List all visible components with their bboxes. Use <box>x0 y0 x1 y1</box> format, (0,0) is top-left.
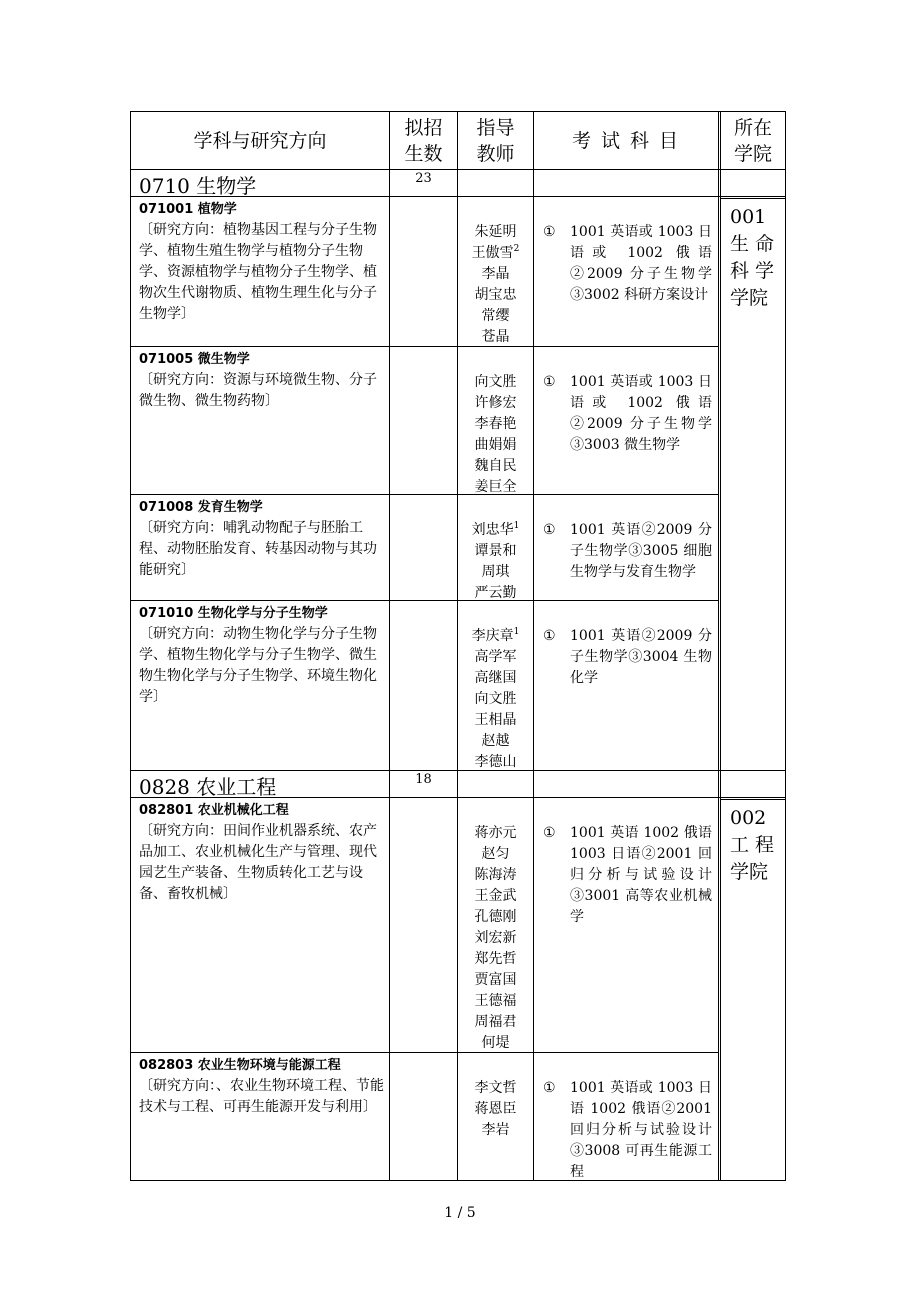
exam-subjects: 1001 英语或 1003 日语或 1002 俄语②2009 分子生物学③3003 微生物学 <box>570 374 712 453</box>
tutor-name: 蒋恩臣 <box>474 1101 517 1117</box>
tutor-list <box>458 1053 533 1180</box>
tutor-name: 郑先哲 <box>474 951 517 967</box>
page-number: 1 / 5 <box>444 1205 476 1221</box>
tutor-name: 蒋亦元 <box>474 825 517 841</box>
exam-number: ① <box>543 374 556 390</box>
tutor-name: 刘忠华$^1$ <box>471 521 520 538</box>
tutor-name: 胡宝忠 <box>474 287 517 303</box>
exam-number: ① <box>543 1080 556 1096</box>
tutor-name: 李晶 <box>481 266 510 282</box>
tutor-list <box>458 601 533 770</box>
major-cell <box>131 495 389 600</box>
major-cell <box>131 347 389 494</box>
section-quota: 18 <box>415 772 432 787</box>
exam-number: ① <box>543 522 556 538</box>
exam-subjects: 1001 英语②2009 分子生物学③3005 细胞生物学与发育生物学 <box>570 522 712 580</box>
tutor-name: 孔德刚 <box>474 909 517 925</box>
header-tutor-line1: 指导 <box>476 116 515 139</box>
section-title: 0710 生物学 <box>139 174 257 198</box>
major-direction: 〔研究方向：植物基因工程与分子生物学、植物生殖生物学与植物分子生物学、资源植物学与植物分子生物学、植物次生代谢物质、植物生理生化与分子生物学〕 <box>139 222 377 322</box>
tutor-name: 王金武 <box>474 888 517 904</box>
major-name: 082801 农业机械化工程 <box>139 803 289 818</box>
tutor-name: 高继国 <box>474 670 517 686</box>
major-direction: 〔研究方向：田间作业机器系统、农产品加工、农业机械化生产与管理、现代园艺生产装备、生物质转化工艺与设备、畜牧机械〕 <box>139 823 377 902</box>
tutor-name: 李德山 <box>474 754 517 770</box>
college-name-line: 学院 <box>730 287 769 309</box>
exam-number: ① <box>543 628 556 644</box>
exam-subjects: 1001 英语或 1003 日语或 1002 俄语②2009 分子生物学③3002 科研方案设计 <box>570 224 712 303</box>
tutor-name: 姜巨全 <box>474 479 517 495</box>
section-quota: 23 <box>415 171 432 186</box>
exam-number: ① <box>543 825 556 841</box>
tutor-name: 高学军 <box>474 649 517 665</box>
tutor-name: 周福君 <box>474 1014 517 1030</box>
exam-subjects: 1001 英语 1002 俄语 1003 日语②2001 回归分析与试验设计③3001 高等农业机械学 <box>570 825 712 925</box>
tutor-list <box>458 197 533 346</box>
exam-cell <box>534 347 718 494</box>
tutor-name: 李庆章$^1$ <box>471 627 520 644</box>
tutor-name: 向文胜 <box>474 374 517 390</box>
header-exam <box>534 112 718 169</box>
tutor-name: 向文胜 <box>474 691 517 707</box>
header-quota-line2: 生数 <box>404 142 443 165</box>
header-quota-line1: 拟招 <box>404 116 443 139</box>
exam-subjects: 1001 英语②2009 分子生物学③3004 生物化学 <box>570 628 712 686</box>
tutor-name: 朱延明 <box>474 224 517 240</box>
tutor-name: 赵越 <box>481 733 510 749</box>
major-name: 071010 生物化学与分子生物学 <box>139 606 328 621</box>
tutor-name: 王傲雪$^2$ <box>471 244 520 261</box>
college-name-line: 工 程 <box>730 834 775 856</box>
tutor-name: 王德福 <box>474 993 517 1009</box>
major-name: 071005 微生物学 <box>139 352 250 367</box>
tutor-name: 赵匀 <box>481 846 510 862</box>
exam-cell <box>534 1053 718 1180</box>
exam-cell <box>534 197 718 346</box>
major-name: 071001 植物学 <box>139 202 237 217</box>
major-direction: 〔研究方向：、农业生物环境工程、节能技术与工程、可再生能源开发与利用〕 <box>139 1078 384 1115</box>
tutor-list <box>458 495 533 600</box>
admissions-table <box>130 111 786 1181</box>
tutor-name: 李岩 <box>481 1122 510 1138</box>
major-direction: 〔研究方向：资源与环境微生物、分子微生物、微生物药物〕 <box>139 372 377 409</box>
major-cell <box>131 798 389 1052</box>
tutor-name: 苍晶 <box>481 329 510 345</box>
tutor-name: 陈海涛 <box>474 867 517 883</box>
tutor-name: 许修宏 <box>474 395 517 411</box>
column-divider <box>389 111 390 1181</box>
exam-number: ① <box>543 224 556 240</box>
section-title: 0828 农业工程 <box>139 775 277 799</box>
exam-cell <box>534 495 718 600</box>
tutor-name: 魏自民 <box>474 458 517 474</box>
major-name: 082803 农业生物环境与能源工程 <box>139 1058 341 1073</box>
college-name-line: 学院 <box>730 861 769 883</box>
college-name-line: 生 命 <box>730 233 775 255</box>
table-border-bottom <box>130 1180 786 1181</box>
exam-cell <box>534 601 718 770</box>
major-cell <box>131 601 389 770</box>
tutor-name: 李文哲 <box>474 1080 517 1096</box>
college-name-line: 科 学 <box>730 260 775 282</box>
tutor-name: 严云勤 <box>474 585 517 601</box>
college-cell <box>721 800 785 1180</box>
tutor-superscript: 1 <box>513 521 520 531</box>
tutor-superscript: 1 <box>513 627 520 637</box>
tutor-name: 贾富国 <box>474 972 517 988</box>
tutor-name: 王相晶 <box>474 712 517 728</box>
college-cell <box>721 199 785 770</box>
tutor-name: 谭景和 <box>474 543 517 559</box>
header-quota <box>390 112 457 169</box>
header-subject-text: 学科与研究方向 <box>193 129 327 152</box>
major-name: 071008 发育生物学 <box>139 500 263 515</box>
tutor-list <box>458 347 533 494</box>
header-college-line1: 所在 <box>733 116 772 139</box>
major-direction: 〔研究方向：哺乳动物配子与胚胎工程、动物胚胎发育、转基因动物与其功能研究〕 <box>139 520 377 578</box>
tutor-superscript: 2 <box>513 244 520 254</box>
header-college-line2: 学院 <box>733 142 772 165</box>
college-code: 002 <box>730 807 767 829</box>
tutor-name: 周琪 <box>481 564 510 580</box>
major-cell <box>131 1053 389 1180</box>
header-college <box>721 112 785 169</box>
header-tutor-line2: 教师 <box>476 142 515 165</box>
header-subject <box>131 112 389 169</box>
tutor-name: 曲娟娟 <box>474 437 517 453</box>
tutor-name: 何堤 <box>481 1035 510 1051</box>
major-cell <box>131 197 389 346</box>
table-border-right <box>785 111 786 1181</box>
tutor-list <box>458 798 533 1052</box>
tutor-name: 刘宏新 <box>474 930 517 946</box>
header-tutor <box>458 112 533 169</box>
tutor-name: 常缨 <box>481 308 510 324</box>
tutor-name: 李春艳 <box>474 416 517 432</box>
header-exam-text: 考 试 科 目 <box>571 129 681 152</box>
column-divider <box>718 111 719 1181</box>
exam-cell <box>534 798 718 1052</box>
college-code: 001 <box>730 206 767 228</box>
major-direction: 〔研究方向：动物生物化学与分子生物学、植物生物化学与分子生物学、微生物生物化学与分子生物学、环境生物化学〕 <box>139 626 377 705</box>
exam-subjects: 1001 英语或 1003 日语 1002 俄语②2001 回归分析与试验设计③3008 可再生能源工程 <box>570 1080 712 1180</box>
